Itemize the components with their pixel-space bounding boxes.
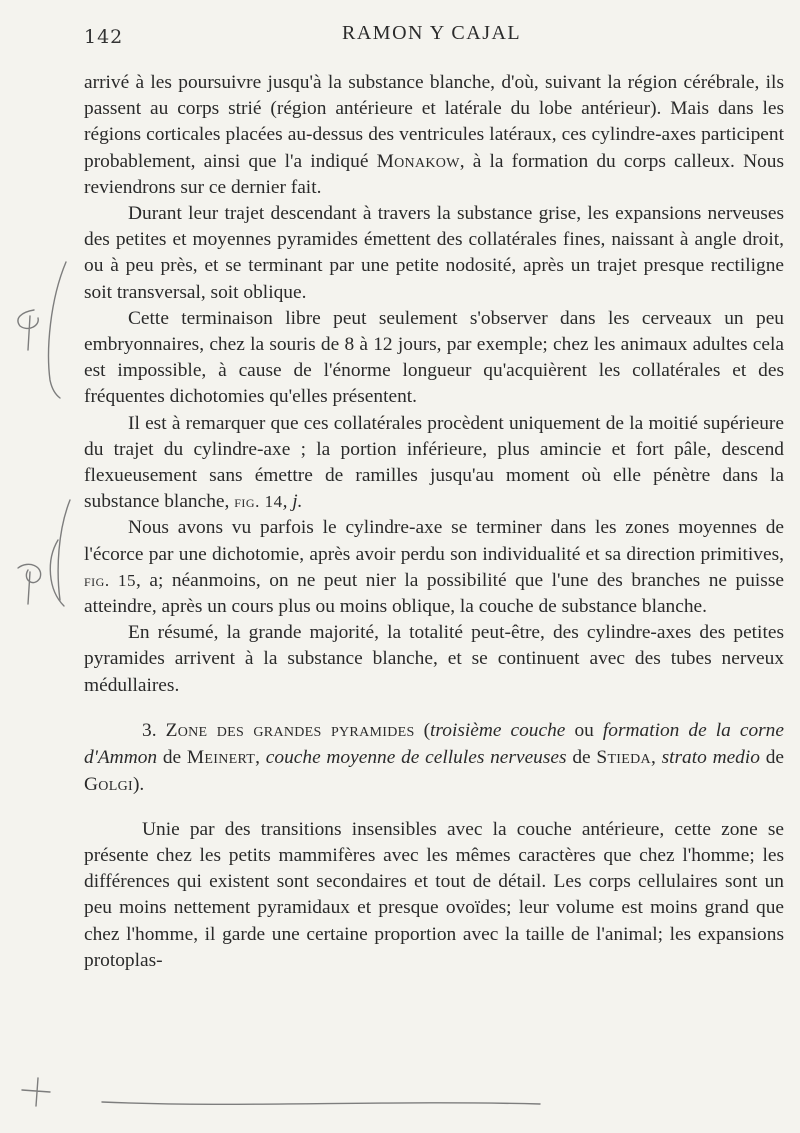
body-text bbox=[84, 70, 784, 974]
paragraph-4 bbox=[84, 411, 784, 516]
margin-mark-2 bbox=[18, 564, 41, 604]
section-de-2: de bbox=[566, 746, 597, 768]
margin-bracket-2 bbox=[58, 500, 70, 600]
section-italic-2: formation de la corne d'Ammon bbox=[84, 719, 784, 768]
author-name-monakow: Monakow bbox=[376, 150, 460, 172]
margin-mark-3 bbox=[22, 1078, 50, 1106]
paragraph-1 bbox=[84, 70, 784, 201]
margin-mark-1 bbox=[18, 310, 38, 350]
section-close: ). bbox=[132, 773, 145, 795]
section-de-1: de bbox=[157, 746, 187, 768]
p4-end: , j. bbox=[282, 491, 303, 513]
section-title: Zone des grandes pyramides bbox=[165, 719, 415, 741]
running-head: RAMON Y CAJAL bbox=[342, 22, 522, 44]
section-comma-1: , bbox=[255, 746, 266, 768]
section-number: 3. bbox=[142, 719, 157, 741]
section-italic-4: strato medio bbox=[661, 746, 760, 768]
margin-bracket-3 bbox=[50, 540, 64, 606]
margin-bracket-1 bbox=[49, 262, 66, 398]
author-name-meinert: Meinert bbox=[186, 746, 256, 768]
figure-reference-15: fig. 15 bbox=[84, 570, 136, 590]
p1-text: arrivé à les poursuivre jusqu'à la substance blanche, d'où, suivant la région cérébrale, ils passent au corps strié (région antérieure et latérale du lobe antérieur). Mais dans les régions corticales placées au-dessus des ventricules latéraux, ces cylindre-axes participent probablement, ainsi que l'a indiqué bbox=[84, 72, 784, 172]
section-heading bbox=[84, 717, 784, 798]
p4-text: Il est à remarquer que ces collatérales procèdent uniquement de la moitié supérieure du trajet du cylindre-axe ; la portion inférieure, plus amincie et fort pâle, descend flexueusement sans émettre de ramilles jusqu'au moment où elle pénètre dans la substance blanche, bbox=[84, 412, 784, 513]
section-italic-1: troisième couche bbox=[430, 719, 566, 741]
p5-end: , a; néanmoins, on ne peut nier la possibilité que l'une des branches ne puisse atteindre, après un cours plus ou moins oblique, la couche de substance blanche. bbox=[84, 569, 785, 618]
figure-reference-14: fig. 14 bbox=[234, 492, 283, 512]
p5-text: Nous avons vu parfois le cylindre-axe se terminer dans les zones moyennes de l'écorce par une dichotomie, après avoir perdu son individualité et sa direction primitives, bbox=[84, 517, 784, 565]
section-italic-3: couche moyenne de cellules nerveuses bbox=[265, 746, 567, 768]
section-comma-2: , bbox=[650, 746, 662, 768]
paragraph-7: Unie par des transitions insensibles avec la couche antérieure, cette zone se présente chez les petits mammifères avec les mêmes caractères que chez l'homme; les différences qui existent sont secondaires et tout de détail. Les corps cellulaires sont un peu moins nettement pyramidaux et presque ovoïdes; leur volume est moins grand que chez l'homme, il garde une certaine proportion avec la taille de l'animal; les expansions protoplas- bbox=[84, 818, 784, 971]
underline-mark bbox=[102, 1102, 540, 1104]
paragraph-6: En résumé, la grande majorité, la totalité peut-être, des cylindre-axes des petites pyramides arrivent à la substance blanche, et se continuent avec des tubes nerveux médullaires. bbox=[84, 622, 784, 696]
page-header bbox=[84, 20, 774, 50]
author-name-golgi: Golgi bbox=[84, 773, 133, 795]
paragraph-2: Durant leur trajet descendant à travers la substance grise, les expansions nerveuses des petites et moyennes pyramides émettent des collatérales fines, naissant à angle droit, ou à peu près, et se terminant par une petite nodosité, après un trajet presque rectiligne soit transversal, soit oblique. bbox=[84, 203, 784, 303]
p1-end: , à la formation du corps calleux. Nous reviendrons sur ce dernier fait. bbox=[84, 150, 785, 198]
page-number: 142 bbox=[84, 26, 124, 48]
paragraph-3: Cette terminaison libre peut seulement s'observer dans les cerveaux un peu embryonnaires, chez la souris de 8 à 12 jours, par exemple; chez les animaux adultes cela est impossible, à cause de l'énorme longueur qu'acquièrent les collatérales et des fréquentes dichotomies qu'elles présentent. bbox=[84, 307, 784, 408]
author-name-stieda: Stieda bbox=[596, 746, 651, 768]
section-paren: ( bbox=[414, 719, 431, 741]
section-de-3: de bbox=[759, 746, 785, 768]
section-ou: ou bbox=[565, 719, 603, 741]
paragraph-5 bbox=[84, 515, 784, 620]
